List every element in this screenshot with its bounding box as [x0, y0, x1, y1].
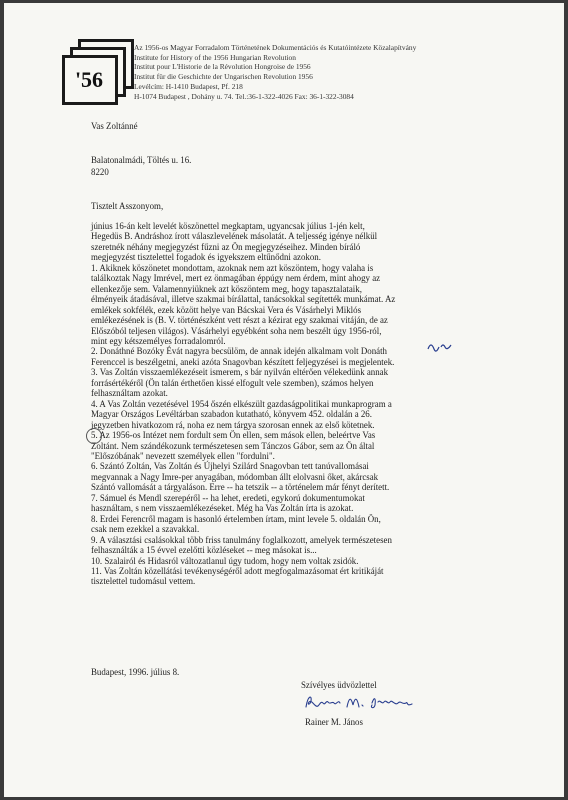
letterhead-line: H-1074 Budapest , Dohány u. 74. Tel.:36-1-322-4026 Fax: 36-1-322-3084 — [134, 91, 354, 101]
body-line: 4. A Vas Zoltán vezetésével 1954 őszén elkészült gazdaságpolitikai munkaprogram a — [91, 398, 392, 409]
body-line: 10. Szalairól és Hidasról változatlanul úgy tudom, hogy nem voltak zsidók. — [91, 555, 359, 566]
body-line: Ferenccel is beszélgetni, aneki azóta Snagovban készített feljegyzései is megjelentek. — [91, 356, 395, 367]
recipient-street: Balatonalmádi, Töltés u. 16. — [91, 155, 192, 165]
handwritten-signature — [302, 691, 432, 713]
letterhead-line: Institut pour L'Historie de la Révolution Hongroise de 1956 — [134, 62, 311, 72]
letter-page — [4, 3, 564, 797]
body-line: 9. A választási csalásokkal több friss tanulmány foglalkozott, amelyek természetesen — [91, 534, 392, 545]
letterhead-line: Az 1956-os Magyar Forradalom Történetének Dokumentációs és Kutatóintézete Közalapítvány — [134, 43, 417, 52]
body-line: szeretnék néhány megjegyzést fűzni az Ön megjegyzéseihez. Minden bíráló — [91, 241, 361, 252]
body-line: mint egy kétszemélyes forradalomról. — [91, 335, 226, 346]
greeting: Tisztelt Asszonyom, — [91, 201, 164, 211]
body-line: Zoltánt. Nem szándékozunk természetesen sem Tánczos Gábor, sem az Ön által — [91, 440, 375, 451]
body-line: 2. Donáthné Bozóky Évát nagyra becsülöm, de annak idején alkalmam volt Donáth — [91, 346, 387, 357]
body-line: találkoztak Nagy Imrével, mert ez önmagában éppúgy nem érdem, mint ahogy az — [91, 273, 381, 284]
body-line: ellenkezője sem. Valamennyiüknek azt köszöntem meg, hogy tapasztalataik, — [91, 283, 362, 294]
body-line: felhasználták a 15 évvel ezelőtti közléseket -- meg másokat is... — [91, 545, 317, 556]
logo-text: '56 — [74, 67, 104, 92]
body-line: csak nem ezekkel a szavakkal. — [91, 524, 200, 535]
body-line: használtam, s nem visszaemlékezéseket. Még ha Vas Zoltán írta is azokat. — [91, 503, 354, 514]
letterhead-text — [134, 43, 416, 101]
body-line: emlékezésének is (B. V. történészként vett részt a kézirat egy szakmai vitáján, de az — [91, 315, 388, 326]
body-line: tisztelettel tudomásul vettem. — [91, 576, 196, 587]
body-line: megvannak a Nagy Imre-per anyagában, módomban állt elolvasni őket, akárcsak — [91, 471, 379, 482]
body-line: emlékek sokfélék, ezek között helye van Bácskai Vera és Vásárhelyi Miklós — [91, 304, 362, 315]
handwritten-circle-mark — [86, 428, 102, 444]
body-line: 7. Sámuel és Mendl szerepéről -- ha lehet, eredeti, egykorú dokumentumokat — [91, 492, 365, 503]
body-line: Magyar Országos Levéltárban szabadon kutatható, könyvem 452. oldalán a 26. — [91, 409, 372, 420]
body-line: 8. Erdei Ferencről magam is hasonló értelemben írtam, mint levele 5. oldalán Ön, — [91, 513, 381, 524]
body-line: 6. Szántó Zoltán, Vas Zoltán és Újhelyi Szilárd Snagovban tett tanúvallomásai — [91, 461, 369, 472]
recipient-zip: 8220 — [91, 167, 109, 177]
body-line: 1. Akiknek köszönetet mondottam, azoknak nem azt köszöntem, hogy valaha is — [91, 262, 374, 273]
letterhead-line: Institut für die Geschichte der Ungarischen Revolution 1956 — [134, 72, 313, 82]
institute-logo — [62, 39, 134, 103]
handwritten-margin-note — [426, 337, 454, 357]
body-line: "Előszóbának" nevezett személyek ellen "fordulni". — [91, 450, 275, 461]
body-line: 11. Vas Zoltán közellátási tevékenységéről adott megfogalmazásomat ért kritikáját — [91, 565, 384, 576]
body-line: jegyzetben hivatkozom rá, noha ez nem tárgya szorosan ennek az első kötetnek. — [91, 419, 375, 430]
closing-salutation: Szívélyes üdvözlettel — [301, 680, 377, 690]
body-line: felhasználtam azokat. — [91, 388, 168, 399]
letter-body — [91, 221, 436, 587]
recipient-name: Vas Zoltánné — [91, 121, 138, 131]
letterhead-line: Institute for History of the 1956 Hungarian Revolution — [134, 52, 296, 62]
body-line: megjegyzést tisztelettel fogadok és igyekszem eltűnődni azokon. — [91, 252, 321, 263]
body-line: Előszóból teljesen világos). Vásárhelyi egyébként soha nem beszélt úgy 1956-ról, — [91, 325, 382, 336]
body-line: Szántó vallomását a tárgyaláson. Erre -- ha tetszik -- a történelem már fényt derített. — [91, 482, 390, 493]
body-line: 3. Vas Zoltán visszaemlékezéseit ismerem, s bár nyilván eltérően vélekedünk annak — [91, 367, 389, 378]
signer-name: Rainer M. János — [305, 717, 363, 727]
body-line: 5. Az 1956-os Intézet nem fordult sem Ön ellen, sem mások ellen, beleértve Vas — [91, 430, 376, 441]
place-date: Budapest, 1996. július 8. — [91, 667, 180, 677]
letterhead-line: Levélcím: H-1410 Budapest, Pf. 218 — [134, 81, 243, 91]
body-line: június 16-án kelt levelét köszönettel megkaptam, ugyancsak július 1-jén kelt, — [91, 221, 365, 231]
body-line: élményeik átadásával, illetve szakmai bírálattal, tanácsokkal segítették munkámat. Az — [91, 294, 396, 305]
body-line: forrásértékéről (Ön talán érthetően kissé elfogult vele szemben), számos helyen — [91, 377, 374, 388]
body-line: Hegedüs B. Andráshoz írott válaszlevelének másolatát. A teljesség igénye nélkül — [91, 231, 378, 242]
